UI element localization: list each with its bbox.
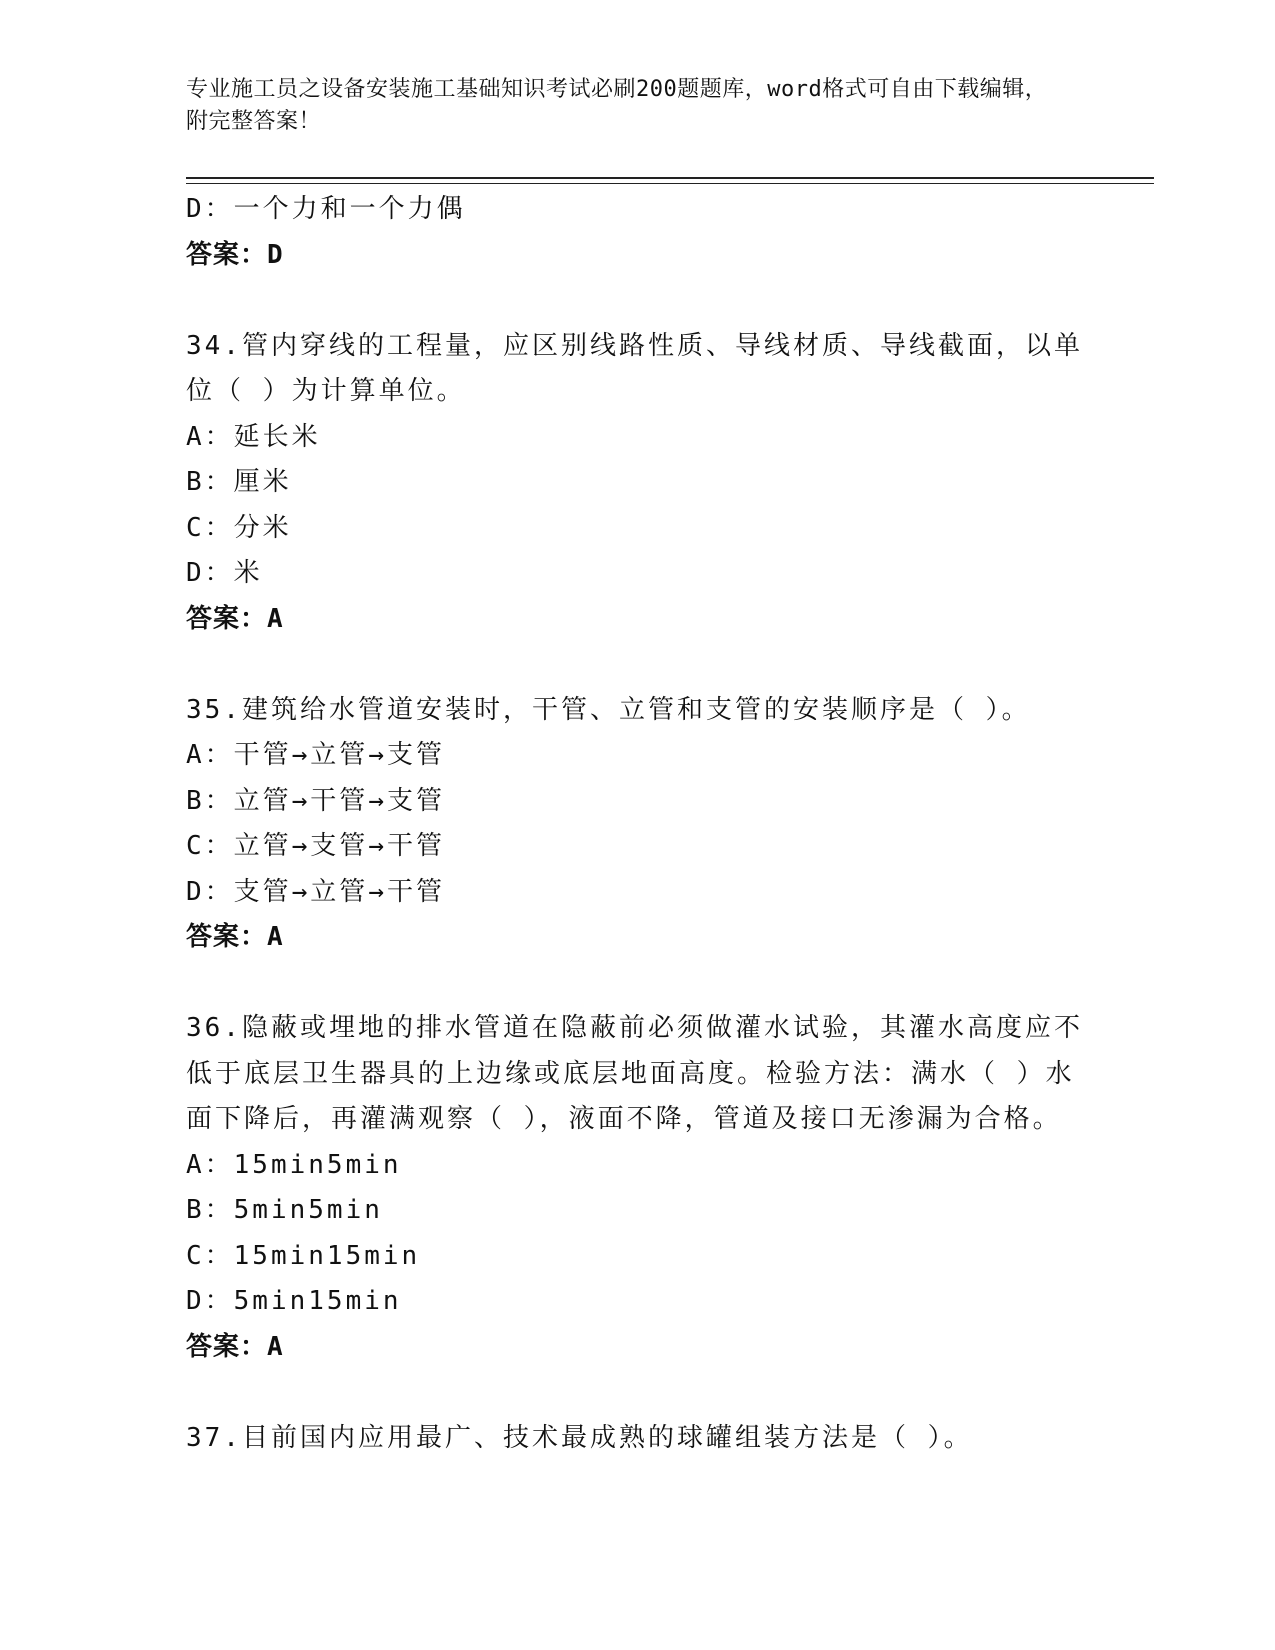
page-header: 专业施工员之设备安装施工基础知识考试必刷200题题库，word格式可自由下载编辑，附完整答案！ <box>186 77 1048 134</box>
prev-answer: 答案：D <box>186 239 284 270</box>
question-36-text: 36.隐蔽或埋地的排水管道在隐蔽前必须做灌水试验，其灌水高度应不低于底层卫生器具的上边缘或底层地面高度。检验方法：满水（ ）水面下降后，再灌满观察（ ），液面不降，管道及接口无渗漏为合格。 <box>186 1013 1083 1134</box>
question-35-option-b: B：立管→干管→支管 <box>186 785 445 816</box>
question-35-option-a: A：干管→立管→支管 <box>186 740 445 770</box>
document-body <box>186 187 1086 1461</box>
question-36-option-d: D：5min15min <box>186 1286 402 1316</box>
question-34-option-d: D：米 <box>186 558 263 588</box>
question-35-text: 35.建筑给水管道安装时，干管、立管和支管的安装顺序是（ ）。 <box>186 694 1031 725</box>
question-36-answer: 答案：A <box>186 1331 284 1362</box>
question-34-option-c: C：分米 <box>186 512 292 543</box>
question-35-answer: 答案：A <box>186 922 284 952</box>
prev-option-d: D：一个力和一个力偶 <box>186 194 466 224</box>
question-37-text: 37.目前国内应用最广、技术最成熟的球罐组装方法是（ ）。 <box>186 1422 973 1453</box>
question-35-option-c: C：立管→支管→干管 <box>186 831 445 861</box>
question-34-answer: 答案：A <box>186 603 284 634</box>
question-34-text: 34.管内穿线的工程量，应区别线路性质、导线材质、导线截面，以单位（ ）为计算单位。 <box>186 330 1083 406</box>
header-rule-thin <box>186 183 1154 184</box>
question-34-option-a: A：延长米 <box>186 421 321 452</box>
header-rule-thick <box>186 177 1154 179</box>
question-35-option-d: D：支管→立管→干管 <box>186 876 445 907</box>
question-36-option-c: C：15min15min <box>186 1240 421 1271</box>
question-34-option-b: B：厘米 <box>186 467 292 497</box>
question-36-option-b: B：5min5min <box>186 1195 383 1225</box>
question-36-option-a: A：15min5min <box>186 1149 402 1180</box>
